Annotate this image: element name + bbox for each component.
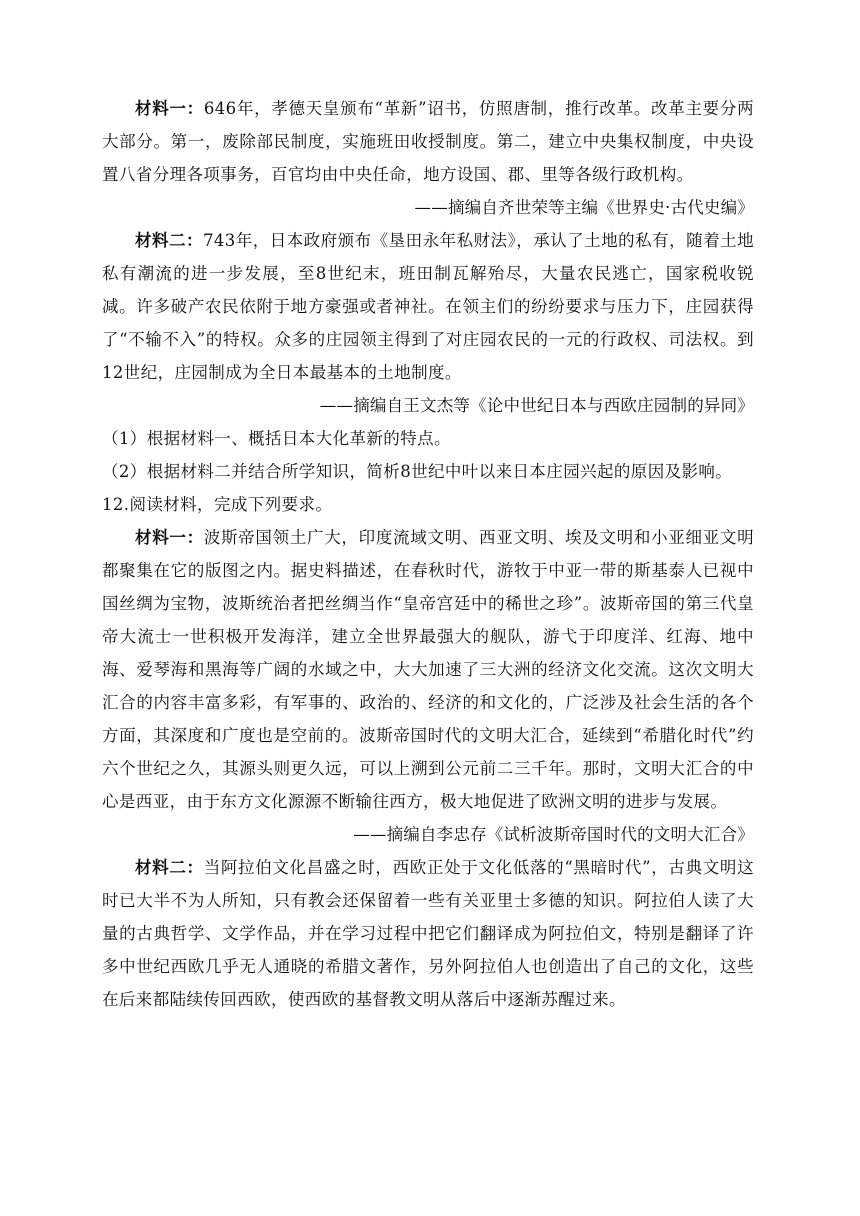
document-page <box>102 92 754 1016</box>
material-3-paragraph <box>102 521 754 818</box>
material-1-source: ——摘编自齐世荣等主编《世界史·古代史编》 <box>414 198 754 217</box>
material-1-paragraph <box>102 92 754 191</box>
material-2-label: 材料二： <box>135 231 203 250</box>
material-2-text: 743年，日本政府颁布《垦田永年私财法》，承认了土地的私有，随着土地私有潮流的进一步发展，至8世纪末，班田制瓦解殆尽，大量农民逃亡，国家税收锐减。许多破产农民依附于地方豪强或者神社。在领主们的纷纷要求与压力下，庄园获得了“不输不入”的特权。众多的庄园领主得到了对庄园农民的一元的行政权、司法权。到12世纪，庄园制成为全日本最基本的土地制度。 <box>102 231 754 382</box>
question-2: （2）根据材料二并结合所学知识，简析8世纪中叶以来日本庄园兴起的原因及影响。 <box>102 462 733 481</box>
question-12-heading: 12.阅读材料，完成下列要求。 <box>102 495 333 514</box>
material-3-source: ——摘编自李忠存《试析波斯帝国时代的文明大汇合》 <box>353 825 754 844</box>
material-1-text: 646年，孝德天皇颁布“革新”诏书，仿照唐制，推行改革。改革主要分两大部分。第一，废除部民制度，实施班田收授制度。第二，建立中央集权制度，中央设置八省分理各项事务，百官均由中央任命，地方设国、郡、里等各级行政机构。 <box>102 99 754 184</box>
material-3-label: 材料一： <box>135 528 204 547</box>
material-2-paragraph <box>102 224 754 389</box>
material-4-label: 材料二： <box>135 858 204 877</box>
material-4-paragraph <box>102 851 754 1016</box>
material-1-label: 材料一： <box>135 99 204 118</box>
material-4-text: 当阿拉伯文化昌盛之时，西欧正处于文化低落的“黑暗时代”，古典文明这时已大半不为人所知，只有教会还保留着一些有关亚里士多德的知识。阿拉伯人读了大量的古典哲学、文学作品，并在学习过程中把它们翻译成为阿拉伯文，特别是翻译了许多中世纪西欧几乎无人通晓的希腊文著作，另外阿拉伯人也创造出了自己的文化，这些在后来都陆续传回西欧，使西欧的基督教文明从落后中逐渐苏醒过来。 <box>102 858 754 1009</box>
question-1: （1）根据材料一、概括日本大化革新的特点。 <box>102 429 451 448</box>
material-2-source: ——摘编自王文杰等《论中世纪日本与西欧庄园制的异同》 <box>319 396 754 415</box>
material-3-text: 波斯帝国领土广大，印度流域文明、西亚文明、埃及文明和小亚细亚文明都聚集在它的版图之内。据史料描述，在春秋时代，游牧于中亚一带的斯基泰人已视中国丝绸为宝物，波斯统治者把丝绸当作“皇帝宫廷中的稀世之珍”。波斯帝国的第三代皇帝大流士一世积极开发海洋，建立全世界最强大的舰队，游弋于印度洋、红海、地中海、爱琴海和黑海等广阔的水域之中，大大加速了三大洲的经济文化交流。这次文明大汇合的内容丰富多彩，有军事的、政治的、经济的和文化的，广泛涉及社会生活的各个方面，其深度和广度也是空前的。波斯帝国时代的文明大汇合，延续到“希腊化时代”约六个世纪之久，其源头则更久远，可以上溯到公元前二三千年。那时，文明大汇合的中心是西亚，由于东方文化源源不断输往西方，极大地促进了欧洲文明的进步与发展。 <box>102 528 754 811</box>
